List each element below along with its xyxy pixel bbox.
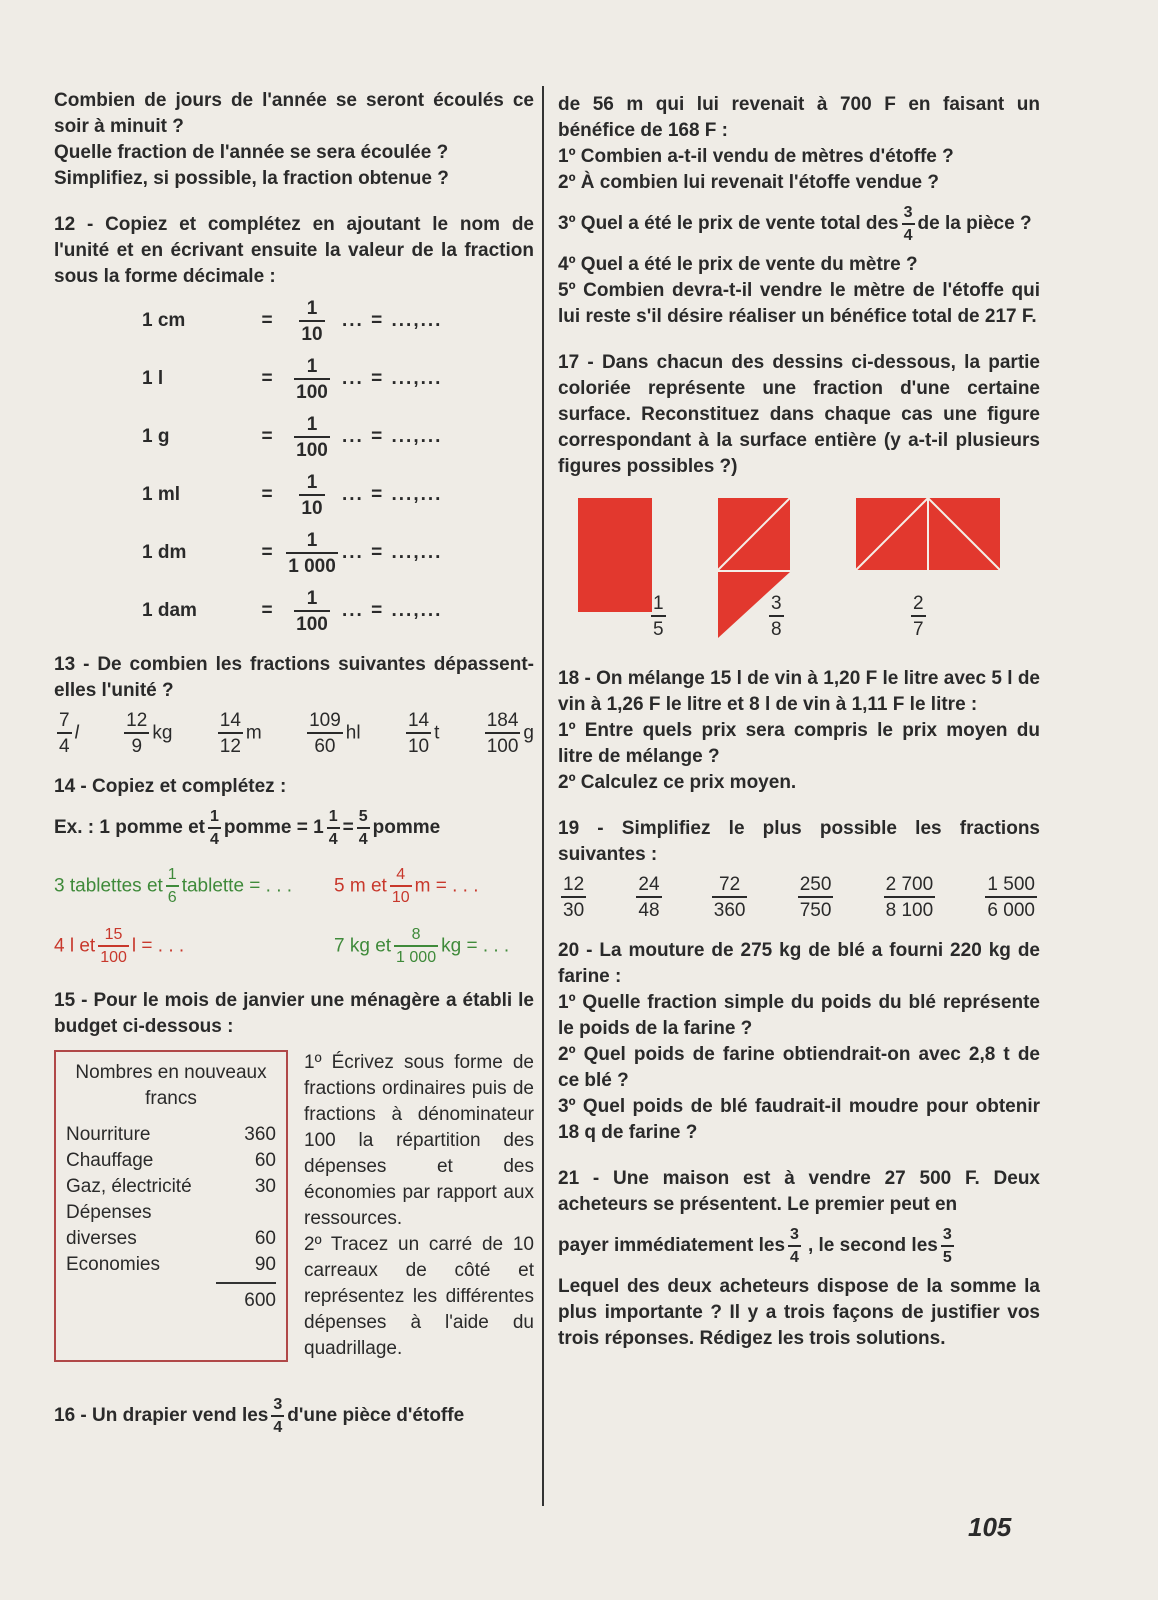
q12-conversions xyxy=(54,292,534,640)
fraction-item: $\frac{12}{9}$ kg xyxy=(126,709,173,757)
unit-label: 1 g xyxy=(142,426,170,447)
conversion-row xyxy=(54,582,534,640)
q20-part-3: 3º Quel poids de blé faudrait-il moudre pour obtenir 18 q de farine ? xyxy=(558,1096,1040,1143)
blank: ... = ...,... xyxy=(342,310,443,331)
budget-row: Nourriture 360 xyxy=(66,1124,276,1145)
equals: = xyxy=(261,600,273,621)
fraction-item: $\frac{24}{48}$ xyxy=(638,873,660,921)
fraction-item: $\frac{109}{60}$ hl xyxy=(309,709,361,757)
q14-item: 3 tablettes et $\frac{1}{6}$ tablette = . . . xyxy=(54,865,293,906)
shape-pentagon xyxy=(856,498,1000,570)
fraction: $\frac{1}{1 000}$ xyxy=(288,529,336,577)
q20-part-1: 1º Quelle fraction simple du poids du blé représente le poids de la farine ? xyxy=(558,992,1040,1039)
q14-item: 4 l et $\frac{15}{100}$ l = . . . xyxy=(54,925,185,966)
q14-item: 5 m et $\frac{4}{10}$ m = . . . xyxy=(334,865,479,906)
fraction: $\frac{1}{100}$ xyxy=(296,355,328,403)
equals: = xyxy=(261,310,273,331)
right-column xyxy=(558,92,1040,1352)
budget-row: Economies 90 xyxy=(66,1254,276,1275)
q18-part-2: 2º Calculez ce prix moyen. xyxy=(558,772,797,793)
blank: ... = ...,... xyxy=(342,484,443,505)
equals: = xyxy=(261,542,273,563)
fraction-item: $\frac{14}{12}$ m xyxy=(219,709,262,757)
budget-header: Nombres en nouveaux francs xyxy=(75,1062,267,1109)
question-15: 15 - Pour le mois de janvier une ménagère a établi le budget ci-dessous : xyxy=(54,990,534,1037)
conversion-row xyxy=(54,350,534,408)
question-20: 20 - La mouture de 275 kg de blé a fourni 220 kg de farine : xyxy=(558,940,1040,987)
question-14: 14 - Copiez et complétez : xyxy=(54,776,287,797)
question-18: 18 - On mélange 15 l de vin à 1,20 F le litre avec 5 l de vin à 1,26 F le litre et 8 l de vin à 1,11 F le litre : xyxy=(558,668,1040,715)
budget-row: Chauffage 60 xyxy=(66,1150,276,1171)
q16-part-2: 2º À combien lui revenait l'étoffe vendue ? xyxy=(558,172,939,193)
fraction-item: $\frac{1 500}{6 000}$ xyxy=(987,873,1035,921)
unit-label: 1 l xyxy=(142,368,164,389)
q16-part-5: 5º Combien devra-t-il vendre le mètre de l'étoffe qui lui reste s'il désire réaliser un bénéfice total de 217 F. xyxy=(558,280,1040,327)
blank: ... = ...,... xyxy=(342,426,443,447)
budget-row: Gaz, électricité 30 xyxy=(66,1176,276,1197)
fraction-item: $\frac{184}{100}$ g xyxy=(486,709,534,757)
unit-label: 1 dm xyxy=(142,542,187,563)
question-16-start: 16 - Un drapier vend les $\frac{3}{4}$ d'une pièce d'étoffe xyxy=(54,1395,465,1436)
left-column xyxy=(54,88,534,1444)
q16-part-1: 1º Combien a-t-il vendu de mètres d'étoffe ? xyxy=(558,146,954,167)
q16-continued: de 56 m qui lui revenait à 700 F en faisant un bénéfice de 168 F : xyxy=(558,94,1040,141)
fraction-two-sevenths: $\frac{2}{7}$ xyxy=(913,593,924,640)
fraction-one-fifth: $\frac{1}{5}$ xyxy=(653,593,664,640)
equals: = xyxy=(261,368,273,389)
q13-fractions xyxy=(54,704,534,762)
blank: ... = ...,... xyxy=(342,542,443,563)
fraction-item: $\frac{250}{750}$ xyxy=(799,873,832,921)
q17-shapes-svg xyxy=(558,498,1018,658)
fraction-item: $\frac{12}{30}$ xyxy=(563,873,585,921)
intro-line-1: Combien de jours de l'année se seront écoulés ce soir à minuit ? xyxy=(54,90,534,137)
fraction-item: $\frac{2 700}{8 100}$ xyxy=(885,873,934,921)
q20-part-2: 2º Quel poids de farine obtiendrait-on avec 2,8 t de ce blé ? xyxy=(558,1044,1040,1091)
equals: = xyxy=(261,426,273,447)
q21-fractions-line: payer immédiatement les $\frac{3}{4}$ , le second les $\frac{3}{5}$ xyxy=(558,1225,952,1266)
q16-part-4: 4º Quel a été le prix de vente du mètre ? xyxy=(558,254,918,275)
question-12: 12 - Copiez et complétez en ajoutant le nom de l'unité et en écrivant ensuite la valeur de la fraction sous la forme décimale : xyxy=(54,214,534,287)
budget-section xyxy=(54,1050,534,1362)
conversion-row xyxy=(54,524,534,582)
conversion-row xyxy=(54,292,534,350)
unit-label: 1 ml xyxy=(142,484,181,505)
question-19: 19 - Simplifiez le plus possible les fractions suivantes : xyxy=(558,818,1040,865)
fraction-item: $\frac{14}{10}$ t xyxy=(407,709,440,757)
intro-line-2: Quelle fraction de l'année se sera écoulée ? xyxy=(54,142,449,163)
fraction: $\frac{1}{100}$ xyxy=(296,587,328,635)
page-number: 105 xyxy=(968,1512,1012,1542)
budget-row: Dépenses diverses 60 xyxy=(66,1202,276,1249)
fraction-three-eighths: $\frac{3}{8}$ xyxy=(771,593,782,640)
q18-part-1: 1º Entre quels prix sera compris le prix moyen du litre de mélange ? xyxy=(558,720,1040,767)
blank: ... = ...,... xyxy=(342,600,443,621)
question-21: 21 - Une maison est à vendre 27 500 F. Deux acheteurs se présentent. Le premier peut en xyxy=(558,1168,1040,1215)
conversion-row xyxy=(54,466,534,524)
q15-step-2: 2º Tracez un carré de 10 carreaux de côté et représentez les différentes dépenses à l'aide du quadrillage. xyxy=(304,1234,534,1359)
intro-line-3: Simplifiez, si possible, la fraction obtenue ? xyxy=(54,168,449,189)
fraction: $\frac{1}{100}$ xyxy=(296,413,328,461)
q14-item: 7 kg et $\frac{8}{1 000}$ kg = . . . xyxy=(334,925,510,966)
fraction-item: $\frac{72}{360}$ xyxy=(713,873,746,921)
q14-items-row-2 xyxy=(54,916,534,976)
budget-table xyxy=(54,1050,288,1362)
q16-part-3: 3º Quel a été le prix de vente total des $\frac{3}{4}$ de la pièce ? xyxy=(558,203,1032,244)
q19-fractions xyxy=(558,868,1040,926)
fraction: $\frac{1}{10}$ xyxy=(301,297,323,345)
unit-label: 1 dam xyxy=(142,600,197,621)
q15-instructions xyxy=(304,1050,534,1362)
q14-example: Ex. : 1 pomme et $\frac{1}{4}$ pomme = 1 $\frac{1}{4}$ = $\frac{5}{4}$ pomme xyxy=(54,807,441,848)
fraction: $\frac{1}{10}$ xyxy=(301,471,323,519)
q17-figures xyxy=(558,498,1040,658)
q21-continued: Lequel des deux acheteurs dispose de la somme la plus importante ? Il y a trois façons de justifier vos trois réponses. Rédigez les trois solutions. xyxy=(558,1276,1040,1349)
fraction-item: $\frac{7}{4}$ l xyxy=(59,709,79,757)
unit-label: 1 cm xyxy=(142,310,186,331)
blank: ... = ...,... xyxy=(342,368,443,389)
question-13: 13 - De combien les fractions suivantes dépassent-elles l'unité ? xyxy=(54,654,534,701)
budget-total: 600 xyxy=(216,1282,276,1314)
equals: = xyxy=(261,484,273,505)
column-divider xyxy=(542,86,544,1506)
conversion-row xyxy=(54,408,534,466)
q14-items-row-1 xyxy=(54,856,534,916)
question-17: 17 - Dans chacun des dessins ci-dessous, la partie coloriée représente une fraction d'une certaine surface. Reconstituez dans chaque cas une figure correspondant à la surface entière (y a-t-il plusieurs figures possibles ?) xyxy=(558,352,1040,477)
q15-step-1: 1º Écrivez sous forme de fractions ordinaires puis de fractions à dénominateur 100 la répartition des dépenses et des économies par rapport aux ressources. xyxy=(304,1052,534,1229)
shape-rectangle xyxy=(578,498,652,612)
